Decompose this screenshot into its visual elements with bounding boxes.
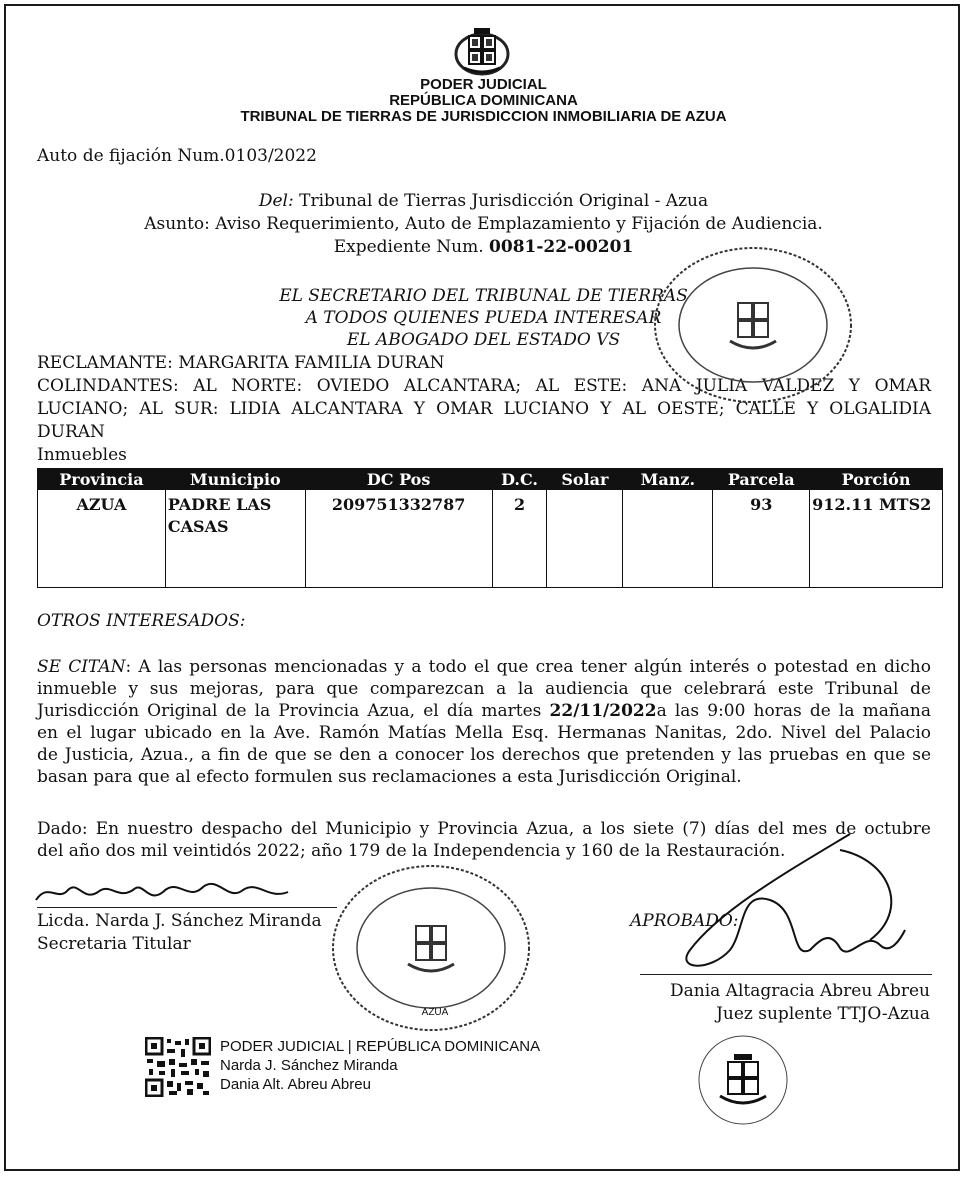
signature-left-icon [28, 872, 298, 912]
col-header-porcion: Porción [810, 469, 943, 490]
footer-line1: PODER JUDICIAL | REPÚBLICA DOMINICANA [220, 1038, 541, 1055]
col-header-parcela: Parcela [713, 469, 810, 490]
signature-line-left [37, 907, 337, 908]
citan-date: 22/11/2022 [549, 701, 657, 721]
colindantes-line2: LUCIANO; AL SUR: LIDIA ALCANTARA Y OMAR LUCIANO Y AL OESTE; CALLE Y OLGALIDIA [37, 399, 931, 419]
footer-line2: Narda J. Sánchez Miranda [220, 1057, 398, 1074]
expediente-label: Expediente Num. [333, 237, 490, 257]
cell-dc-pos: 209751332787 [305, 490, 492, 588]
col-header-dc: D.C. [492, 469, 547, 490]
table-header-row [38, 469, 943, 490]
del-value: Tribunal de Tierras Jurisdicción Original - Azua [293, 191, 709, 211]
citan-line3-rest: a las 9:00 horas de la mañana [656, 701, 932, 721]
inmuebles-label: Inmuebles [37, 445, 127, 465]
cell-dc: 2 [492, 490, 547, 588]
colindantes-line3: DURAN [37, 422, 105, 442]
col-header-dc-pos: DC Pos [305, 469, 492, 490]
caption-line1: EL SECRETARIO DEL TRIBUNAL DE TIERRAS [279, 286, 688, 306]
table-row [38, 490, 943, 588]
auto-number: Auto de fijación Num.0103/2022 [37, 146, 317, 166]
citan-line2: inmueble y sus mejoras, para que comparezcan a la audiencia que celebrará este Tribunal de [37, 679, 931, 699]
header-line1: PODER JUDICIAL [420, 76, 547, 93]
poder-judicial-seal [688, 1032, 798, 1128]
caption-line2: A TODOS QUIENES PUEDA INTERESAR [305, 308, 662, 328]
reclamante: RECLAMANTE: MARGARITA FAMILIA DURAN [37, 353, 445, 373]
coat-of-arms-icon [452, 24, 512, 76]
citan-line4: en el lugar ubicado en la Ave. Ramón Matías Mella Esq. Hermanas Nanitas, 2do. Nivel del Palacio [37, 723, 931, 743]
header-line2: REPÚBLICA DOMINICANA [389, 92, 578, 109]
expediente-number: 0081-22-00201 [489, 237, 634, 257]
header-line3: TRIBUNAL DE TIERRAS DE JURISDICCION INMOBILIARIA DE AZUA [240, 108, 727, 125]
caption-line3: EL ABOGADO DEL ESTADO VS [346, 330, 621, 350]
col-header-provincia: Provincia [38, 469, 166, 490]
footer-line3: Dania Alt. Abreu Abreu [220, 1076, 371, 1093]
citan-label: SE CITAN [37, 657, 126, 677]
qr-code-icon [145, 1037, 211, 1097]
signer-left-title: Secretaria Titular [37, 934, 191, 954]
del-label: Del: [258, 191, 294, 211]
signer-right-title: Juez suplente TTJO-Azua [716, 1004, 930, 1024]
dado-line2: del año dos mil veintidós 2022; año 179 de la Independencia y 160 de la Restauración. [37, 841, 786, 861]
del-line [0, 190, 967, 212]
cell-provincia: AZUA [38, 490, 166, 588]
signature-right-icon [650, 830, 920, 980]
tribunal-stamp-upper [652, 245, 854, 405]
otros-interesados: OTROS INTERESADOS: [37, 611, 246, 631]
signer-left-name: Licda. Narda J. Sánchez Miranda [37, 911, 322, 931]
citan-line5: de Justicia, Azua., a fin de que se den a conocer los derechos que pretenden y las pruebas en que se [37, 745, 931, 765]
col-header-solar: Solar [547, 469, 623, 490]
inmuebles-table [37, 468, 943, 588]
signature-line-right [640, 974, 932, 975]
dado-line1: Dado: En nuestro despacho del Municipio y Provincia Azua, a los siete (7) días del mes de octubre [37, 819, 931, 839]
cell-manz [623, 490, 713, 588]
cell-parcela: 93 [713, 490, 810, 588]
citan-paragraph [37, 656, 931, 788]
stamp-city: AZUA [421, 1007, 449, 1018]
cell-municipio: PADRE LAS CASAS [165, 490, 305, 588]
cell-solar [547, 490, 623, 588]
citan-line6: basan para que al efecto formulen sus reclamaciones a esta Jurisdicción Original. [37, 767, 742, 787]
colindantes-line1: COLINDANTES: AL NORTE: OVIEDO ALCANTARA; AL ESTE: ANA JULIA VALDEZ Y OMAR [37, 376, 931, 396]
col-header-municipio: Municipio [165, 469, 305, 490]
signer-right-name: Dania Altagracia Abreu Abreu [669, 981, 930, 1001]
asunto-line: Asunto: Aviso Requerimiento, Auto de Emplazamiento y Fijación de Audiencia. [144, 214, 823, 234]
citan-line1: : A las personas mencionadas y a todo el que crea tener algún interés o potestad en dicho [125, 657, 931, 677]
citan-line3: Jurisdicción Original de la Provincia Azua, el día martes [37, 701, 550, 721]
aprobado-label: APROBADO: [630, 911, 739, 931]
cell-porcion: 912.11 MTS2 [810, 490, 943, 588]
col-header-manz: Manz. [623, 469, 713, 490]
